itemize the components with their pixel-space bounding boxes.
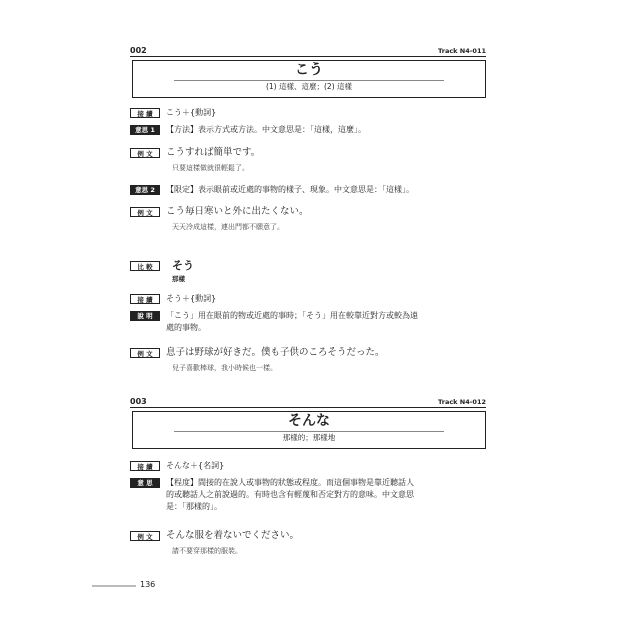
usage-text: こう＋{動詞} (166, 108, 217, 117)
explain-line: 處的事物。 (166, 323, 206, 332)
explain-text (166, 310, 418, 334)
example-row (130, 147, 260, 159)
example-tag: 例 文 (130, 348, 160, 358)
compare-row (130, 260, 160, 271)
meaning-text: 【限定】表示眼前或近處的事物的樣子、現象。中文意思是：「這樣」。 (166, 185, 414, 194)
example-tag: 例 文 (130, 531, 160, 541)
meaning-row (130, 124, 366, 136)
example-translation: 天天冷成這樣，連出門都不願意了。 (172, 223, 284, 231)
meaning-tag: 意 思 (130, 478, 160, 488)
example-tag: 例 文 (130, 148, 160, 158)
usage-row (130, 293, 216, 305)
example-translation: 只要這樣做就很輕鬆了。 (172, 164, 249, 172)
track-label: Track N4-012 (438, 398, 486, 406)
headword-gloss: (1) 這樣、這麼；(2) 這樣 (265, 82, 352, 91)
meaning-line: 是：「那樣的」。 (166, 502, 222, 511)
page-number: 136 (140, 580, 156, 589)
explain-row (130, 310, 418, 334)
entry-number: 003 (130, 397, 147, 406)
usage-tag: 接 續 (130, 294, 160, 304)
example-row (130, 206, 309, 218)
meaning-row (130, 477, 414, 513)
meaning-text: 【方法】表示方式或方法。中文意思是：「這樣，這麼」。 (166, 125, 366, 134)
example-sentence: 息子は野球が好きだ。僕も子供のころそうだった。 (166, 347, 385, 358)
meaning-tag: 意思 1 (130, 125, 160, 135)
meaning-row (130, 184, 414, 196)
meaning-tag: 意思 2 (130, 185, 160, 195)
compare-word: そう (172, 259, 194, 272)
example-sentence: そんな服を着ないでください。 (166, 530, 300, 541)
compare-tag: 比 較 (130, 261, 160, 271)
meaning-text (166, 477, 414, 513)
headword: そんな (288, 413, 330, 429)
usage-text: そう＋{動詞} (166, 294, 217, 303)
usage-tag: 接 續 (130, 108, 160, 118)
example-sentence: こう毎日寒いと外に出たくない。 (166, 206, 309, 217)
usage-tag: 接 續 (130, 461, 160, 471)
example-translation: 兒子喜歡棒球，我小時候也一樣。 (172, 364, 277, 372)
explain-line: 「こう」用在眼前的物或近處的事時；「そう」用在較靠近對方或較為遠 (166, 311, 418, 320)
example-tag: 例 文 (130, 207, 160, 217)
meaning-line: 【程度】間接的在說人或事物的狀態或程度。而這個事物是靠近聽話人 (166, 478, 414, 487)
meaning-line: 的或聽話人之前說過的。有時也含有輕蔑和否定對方的意味。中文意思 (166, 490, 414, 499)
section-header (130, 395, 486, 408)
headword-gloss: 那樣的；那樣地 (282, 433, 336, 442)
footer-bar (92, 585, 136, 587)
headword-box (132, 411, 486, 449)
headword: こう (295, 62, 323, 78)
usage-row (130, 460, 224, 472)
entry-number: 002 (130, 46, 147, 55)
section-header (130, 44, 486, 57)
headword-box (132, 60, 486, 98)
example-translation: 請不要穿那樣的服裝。 (172, 547, 242, 555)
usage-row (130, 107, 216, 119)
example-row (130, 347, 385, 359)
usage-text: そんな＋{名詞} (166, 461, 225, 470)
example-sentence: こうすれば簡単です。 (166, 147, 261, 158)
track-label: Track N4-011 (438, 47, 486, 55)
compare-gloss: 那樣 (172, 275, 185, 283)
example-row (130, 530, 299, 542)
explain-tag: 說 明 (130, 311, 160, 321)
